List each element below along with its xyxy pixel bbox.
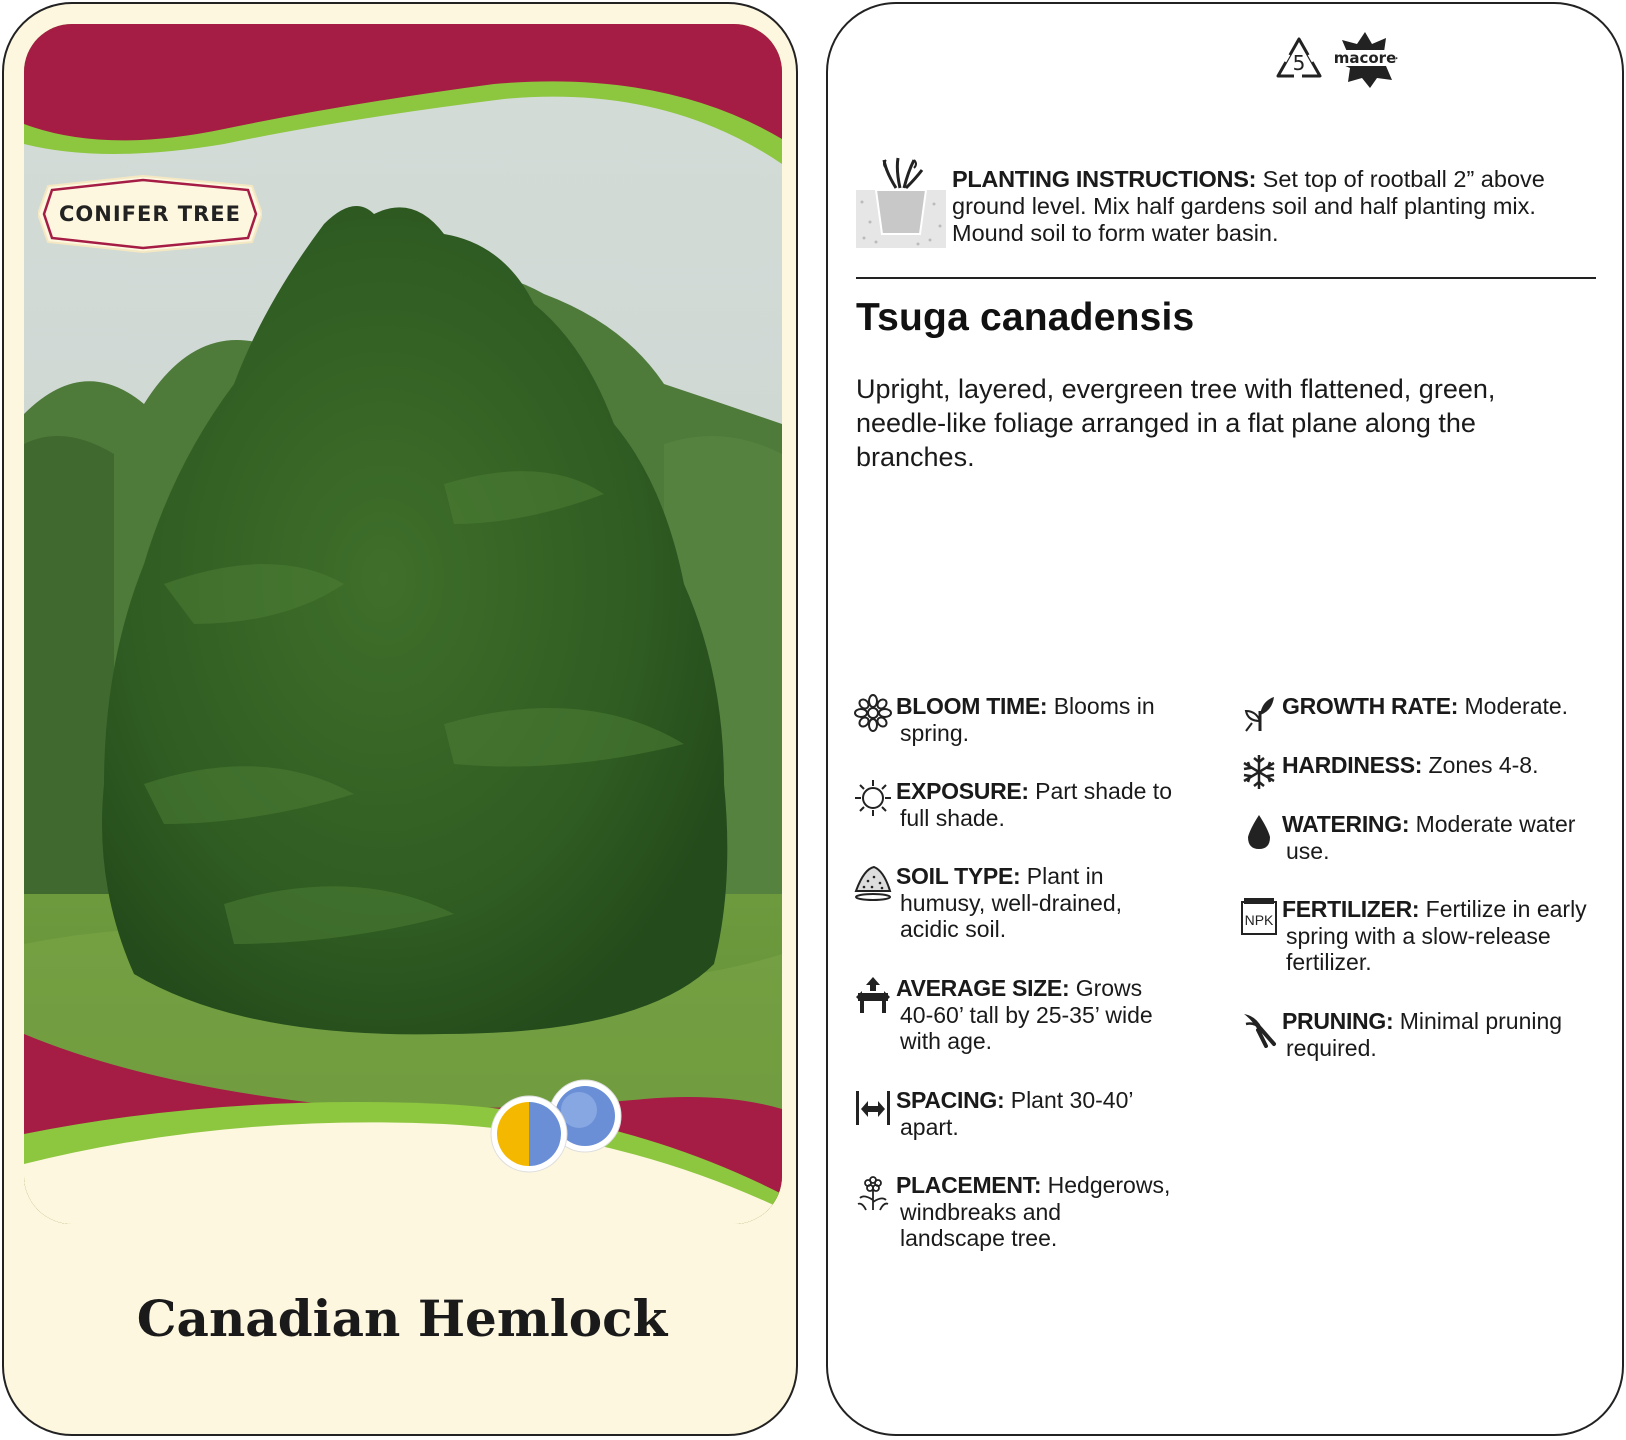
hardiness-line1: Zones 4-8.	[1428, 752, 1539, 778]
water-drop-icon	[1240, 811, 1278, 851]
macore-logo	[1330, 30, 1400, 90]
pruning-label: PRUNING:	[1282, 1008, 1394, 1034]
spacing-line1: Plant 30-40’	[1010, 1087, 1134, 1113]
spacing-label: SPACING:	[896, 1087, 1005, 1113]
part-shade-icon	[491, 1096, 567, 1172]
sun-glyph	[854, 778, 892, 818]
plant-description: Upright, layered, evergreen tree with flattened, green, needle-like foliage arranged in a flat plane along the branches.	[856, 374, 1496, 472]
fertilizer-text	[1282, 896, 1602, 976]
soil-icon	[854, 863, 892, 903]
pruning-text	[1282, 1008, 1602, 1061]
soil-type-rest: humusy, well-drained, acidic soil.	[900, 889, 1123, 942]
planting-label: PLANTING INSTRUCTIONS:	[952, 166, 1257, 192]
npk-icon	[1240, 896, 1278, 936]
pruners-icon	[1240, 1008, 1278, 1048]
exposure-line1: Part shade to	[1035, 778, 1172, 804]
snowflake-icon	[1240, 752, 1278, 792]
size-glyph	[854, 975, 892, 1015]
category-badge	[38, 174, 262, 254]
hardiness-text	[1282, 752, 1602, 779]
sprout-icon	[1240, 693, 1278, 733]
flower-glyph	[854, 693, 892, 733]
growth-rate-line1: Moderate.	[1464, 693, 1569, 719]
exposure-icon-group	[489, 1074, 649, 1174]
soil-type-text	[896, 863, 1196, 943]
average-size-text	[896, 975, 1196, 1055]
watering-label: WATERING:	[1282, 811, 1410, 837]
sprout-glyph	[1240, 693, 1278, 733]
growth-rate-label: GROWTH RATE:	[1282, 693, 1459, 719]
planting-instructions	[856, 152, 1596, 252]
soil-type-label: SOIL TYPE:	[896, 863, 1021, 889]
macore-badge	[1330, 30, 1400, 90]
planting-text	[952, 166, 1592, 247]
placement-glyph	[854, 1172, 892, 1212]
exposure-label: EXPOSURE:	[896, 778, 1029, 804]
fertilizer-rest: spring with a slow-release fertilizer.	[1286, 922, 1551, 975]
pruning-rest: required.	[1286, 1034, 1377, 1061]
flower-icon	[854, 693, 892, 733]
bloom-time-rest: spring.	[900, 719, 970, 746]
average-size-rest: 40-60’ tall by 25-35’ wide with age.	[900, 1001, 1153, 1054]
plant-common-name: Canadian Hemlock	[136, 1289, 668, 1348]
macore-brand-text: macore	[1333, 49, 1397, 67]
exposure-icons	[489, 1074, 649, 1174]
spacing-rest: apart.	[900, 1113, 959, 1140]
growth-rate-text	[1282, 693, 1602, 720]
recycle-symbol	[1274, 36, 1324, 82]
front-card	[2, 2, 798, 1436]
soil-glyph	[854, 863, 892, 903]
recycle-icon	[1274, 36, 1324, 82]
watering-text	[1282, 811, 1602, 864]
hardiness-label: HARDINESS:	[1282, 752, 1423, 778]
spacing-icon	[854, 1087, 892, 1127]
soil-type-line1: Plant in	[1026, 863, 1104, 889]
species-name: Tsuga canadensis	[856, 296, 1195, 339]
pruning-line1: Minimal pruning	[1399, 1008, 1563, 1034]
bloom-time-line1: Blooms in	[1053, 693, 1155, 719]
bloom-time-text	[896, 693, 1196, 746]
watering-rest: use.	[1286, 837, 1330, 864]
bloom-time-label: BLOOM TIME:	[896, 693, 1048, 719]
fertilizer-label: FERTILIZER:	[1282, 896, 1420, 922]
size-icon	[854, 975, 892, 1015]
average-size-label: AVERAGE SIZE:	[896, 975, 1070, 1001]
planting-body: Set top of rootball 2” above ground level. Mix half gardens soil and half planting mix. Mound soil to form water basin.	[952, 166, 1545, 246]
category-label: CONIFER TREE	[58, 202, 241, 226]
section-divider	[856, 277, 1596, 279]
pot-illustration	[856, 152, 946, 248]
pruners-glyph	[1240, 1008, 1278, 1048]
watering-line1: Moderate water	[1415, 811, 1576, 837]
sun-icon	[854, 778, 892, 818]
exposure-rest: full shade.	[900, 804, 1005, 831]
water-drop-glyph	[1240, 811, 1278, 851]
spacing-glyph	[854, 1087, 892, 1127]
npk-bag-glyph	[1240, 896, 1278, 936]
npk-text: NPK	[1244, 912, 1274, 928]
placement-line1: Hedgerows,	[1047, 1172, 1171, 1198]
placement-text	[896, 1172, 1196, 1252]
placement-icon	[854, 1172, 892, 1212]
average-size-line1: Grows	[1075, 975, 1143, 1001]
snowflake-glyph	[1240, 752, 1278, 792]
spacing-text	[896, 1087, 1196, 1140]
planting-pot-icon	[856, 152, 946, 248]
back-card	[826, 2, 1624, 1436]
fertilizer-line1: Fertilize in early	[1425, 896, 1587, 922]
exposure-text	[896, 778, 1196, 831]
placement-rest: windbreaks and landscape tree.	[900, 1198, 1062, 1251]
recycle-number: 5	[1292, 51, 1306, 75]
placement-label: PLACEMENT:	[896, 1172, 1042, 1198]
